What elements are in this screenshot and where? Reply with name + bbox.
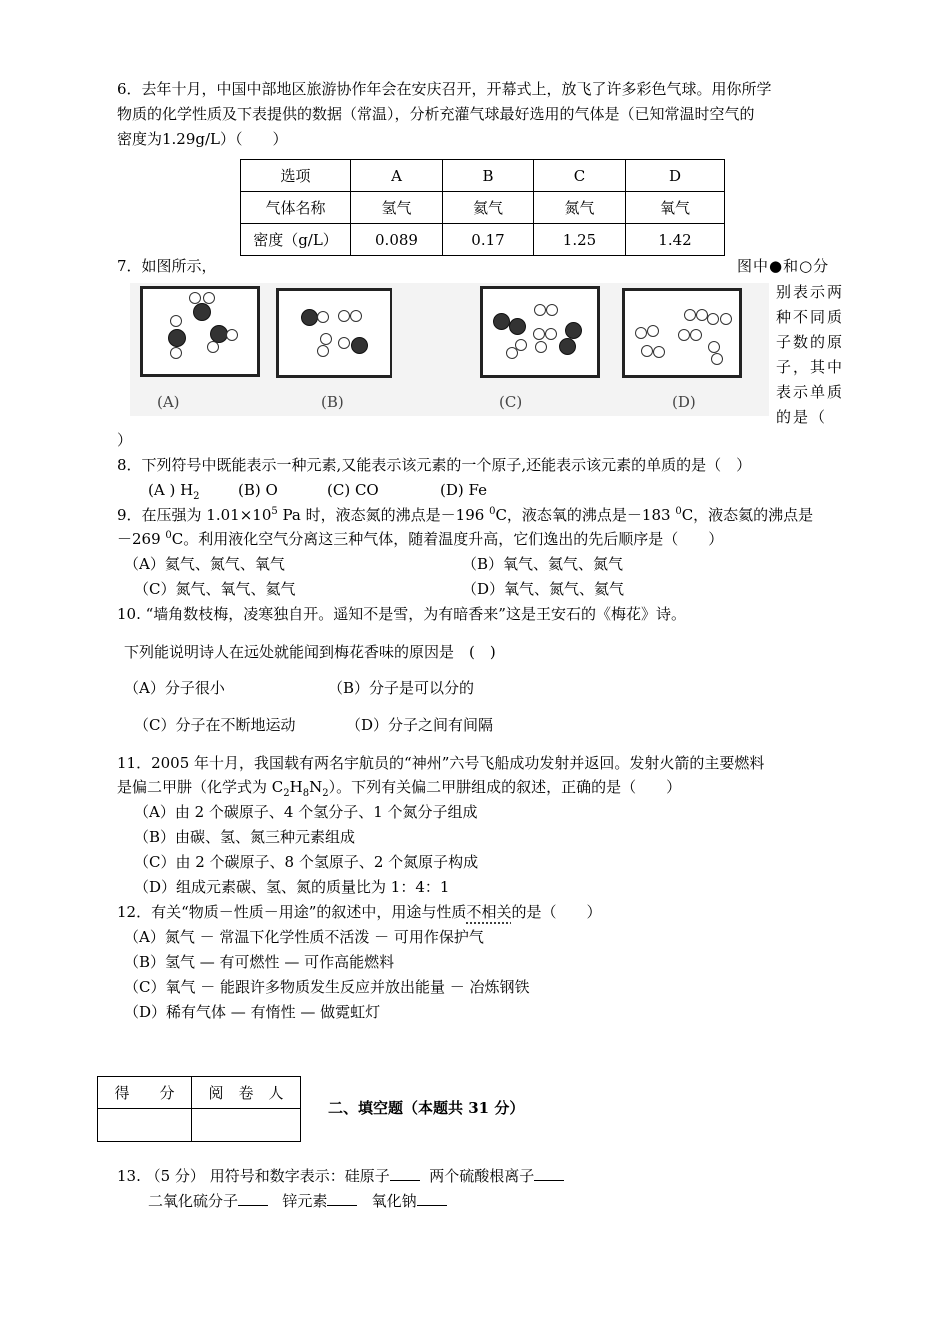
molecule-frame-c [480,286,600,378]
q6-line3: 密度为1.29g/L）（ ） [117,130,288,148]
q9-option-a: （A）氦气、氮气、氧气 [124,555,285,573]
q6-line1: 6．去年十月，中国中部地区旅游协作年会在安庆召开，开幕式上，放飞了许多彩色气球。用你所学 [117,80,772,98]
q8-option-d: (D) Fe [440,481,487,499]
q11-option-d: （D）组成元素碳、氢、氮的质量比为 1：4：1 [134,878,450,896]
score-table [97,1076,301,1142]
q11-option-c: （C）由 2 个碳原子、8 个氢原子、2 个氮原子构成 [134,853,479,871]
score-cell[interactable] [98,1109,192,1142]
q9-option-b: （B）氧气、氦气、氮气 [462,555,624,573]
light-atom [338,310,350,322]
light-atom [708,341,720,353]
light-atom [350,310,362,322]
dark-atom [493,313,510,330]
dark-atom [559,338,576,355]
light-atom [189,292,201,304]
q10-line1: 10. “墙角数枝梅，凌寒独自开。遥知不是雪，为有暗香来”这是王安石的《梅花》诗。 [117,605,686,623]
figure-label-d: (D) [672,393,696,411]
q11-option-a: （A）由 2 个碳原子、4 个氢分子、1 个氮分子组成 [134,803,478,821]
table-cell: 氧气 [626,192,725,224]
table-cell: 选项 [241,160,351,192]
q8-stem: 8．下列符号中既能表示一种元素,又能表示该元素的一个原子,还能表示该元素的单质的是（ ） [117,456,752,474]
table-row-density [241,224,725,256]
dark-atom [168,329,186,347]
q12-stem: 12．有关“物质－性质－用途”的叙述中，用途与性质不相关的是（ ） [117,903,602,921]
q7-right-text-start: 图中●和○分 [737,257,830,275]
table-cell: B [443,160,534,192]
dark-atom [509,318,526,335]
answer-blank[interactable] [417,1191,447,1206]
reviewer-cell[interactable] [192,1109,301,1142]
light-atom [653,346,665,358]
table-row-gas-names [241,192,725,224]
reviewer-label: 阅 卷 人 [192,1077,301,1109]
light-atom [635,327,647,339]
light-atom [170,315,182,327]
light-atom [320,333,332,345]
table-cell: 密度（g/L） [241,224,351,256]
q11-line2: 是偏二甲肼（化学式为 $C_2H_8N_2$）。下列有关偏二甲肼组成的叙述，正确的是（ ） [117,778,682,799]
molecule-frame-d [622,288,742,378]
table-cell: A [351,160,443,192]
q10-line2: 下列能说明诗人在远处就能闻到梅花香味的原因是 ( ) [124,643,496,661]
score-label: 得 分 [98,1077,192,1109]
table-cell: C [534,160,626,192]
answer-blank[interactable] [534,1166,564,1181]
table-cell: 氦气 [443,192,534,224]
table-row [98,1109,301,1142]
q7-intro: 7．如图所示， [117,257,217,275]
section-title: 二、填空题（本题共 31 分） [328,1099,525,1117]
dark-atom [301,309,318,326]
light-atom [534,304,546,316]
q10-option-a: （A）分子很小 [124,679,225,697]
table-cell: 气体名称 [241,192,351,224]
q11-line1: 11．2005 年十月，我国载有两名宇航员的“神州”六号飞船成功发射并返回。发射火箭的主要燃料 [117,754,765,772]
table-cell: 1.25 [534,224,626,256]
light-atom [338,337,350,349]
light-atom [545,328,557,340]
q7-close-paren: ） [117,431,133,449]
answer-blank[interactable] [390,1166,420,1181]
light-atom [711,353,723,365]
answer-blank[interactable] [327,1191,357,1206]
q9-option-c: （C）氮气、氧气、氦气 [134,580,296,598]
light-atom [720,313,732,325]
light-atom [690,329,702,341]
light-atom [647,325,659,337]
figure-label-b: (B) [321,393,344,411]
q10-option-c: （C）分子在不断地运动 [134,716,296,734]
light-atom [707,313,719,325]
q12-option-b: （B）氢气 — 有可燃性 — 可作高能燃料 [124,953,395,971]
table-cell: 0.089 [351,224,443,256]
light-atom [641,345,653,357]
q10-option-b: （B）分子是可以分的 [328,679,475,697]
q13-line2: 二氧化硫分子 锌元素 氧化钠 [148,1190,447,1212]
figure-label-c: (C) [499,393,523,411]
table-cell: 氢气 [351,192,443,224]
molecule-figure-ab [130,283,392,416]
q9-line1: 9．在压强为 $1.01\times 10^5$ Pa 时，液态氮的沸点是－196 $^0$C，液态氧的沸点是－183 $^0$C，液态氦的沸点是 [117,506,814,524]
molecule-frame-b [276,288,393,378]
q9-line2: －269 $^0$C。利用液化空气分离这三种气体，随着温度升高，它们逸出的先后顺序是（ ） [117,530,724,548]
q12-emphasis: 不相关 [466,903,512,921]
light-atom [203,292,215,304]
table-cell: 1.42 [626,224,725,256]
dark-atom [351,337,368,354]
light-atom [317,311,329,323]
light-atom [535,341,547,353]
light-atom [207,341,219,353]
dark-atom [193,303,211,321]
light-atom [170,347,182,359]
light-atom [678,329,690,341]
q8-option-c: (C) CO [327,481,379,499]
table-row-header [241,160,725,192]
q11-option-b: （B）由碳、氢、氮三种元素组成 [134,828,356,846]
light-atom [684,309,696,321]
q8-option-a: (A ) $H_2$ [148,481,200,502]
table-cell: 0.17 [443,224,534,256]
q13-line1: 13. （5 分） 用符号和数字表示：硅原子 两个硫酸根离子 [117,1165,564,1187]
q12-option-d: （D）稀有气体 — 有惰性 — 做霓虹灯 [124,1003,381,1021]
q10-option-d: （D）分子之间有间隔 [346,716,494,734]
table-cell: D [626,160,725,192]
table-cell: 氮气 [534,192,626,224]
q7-right-text: 别表示两种不同质子数的原子，其中表示单质的是（ [776,283,845,426]
dark-atom [565,322,582,339]
light-atom [317,345,329,357]
q6-line2: 物质的化学性质及下表提供的数据（常温），分析充灌气球最好选用的气体是（已知常温时空气的 [117,105,755,123]
q12-option-a: （A）氮气 － 常温下化学性质不活泼 － 可用作保护气 [124,928,484,946]
gas-density-table [240,159,725,256]
q8-option-b: (B) O [238,481,278,499]
molecule-figure-cd [392,283,769,416]
light-atom [533,328,545,340]
light-atom [506,347,518,359]
molecule-frame-a [140,286,260,377]
light-atom [226,329,238,341]
q12-option-c: （C）氧气 － 能跟许多物质发生反应并放出能量 － 冶炼钢铁 [124,978,530,996]
answer-blank[interactable] [238,1191,268,1206]
figure-label-a: (A) [157,393,180,411]
q9-option-d: （D）氧气、氮气、氦气 [462,580,625,598]
table-row [98,1077,301,1109]
light-atom [546,304,558,316]
